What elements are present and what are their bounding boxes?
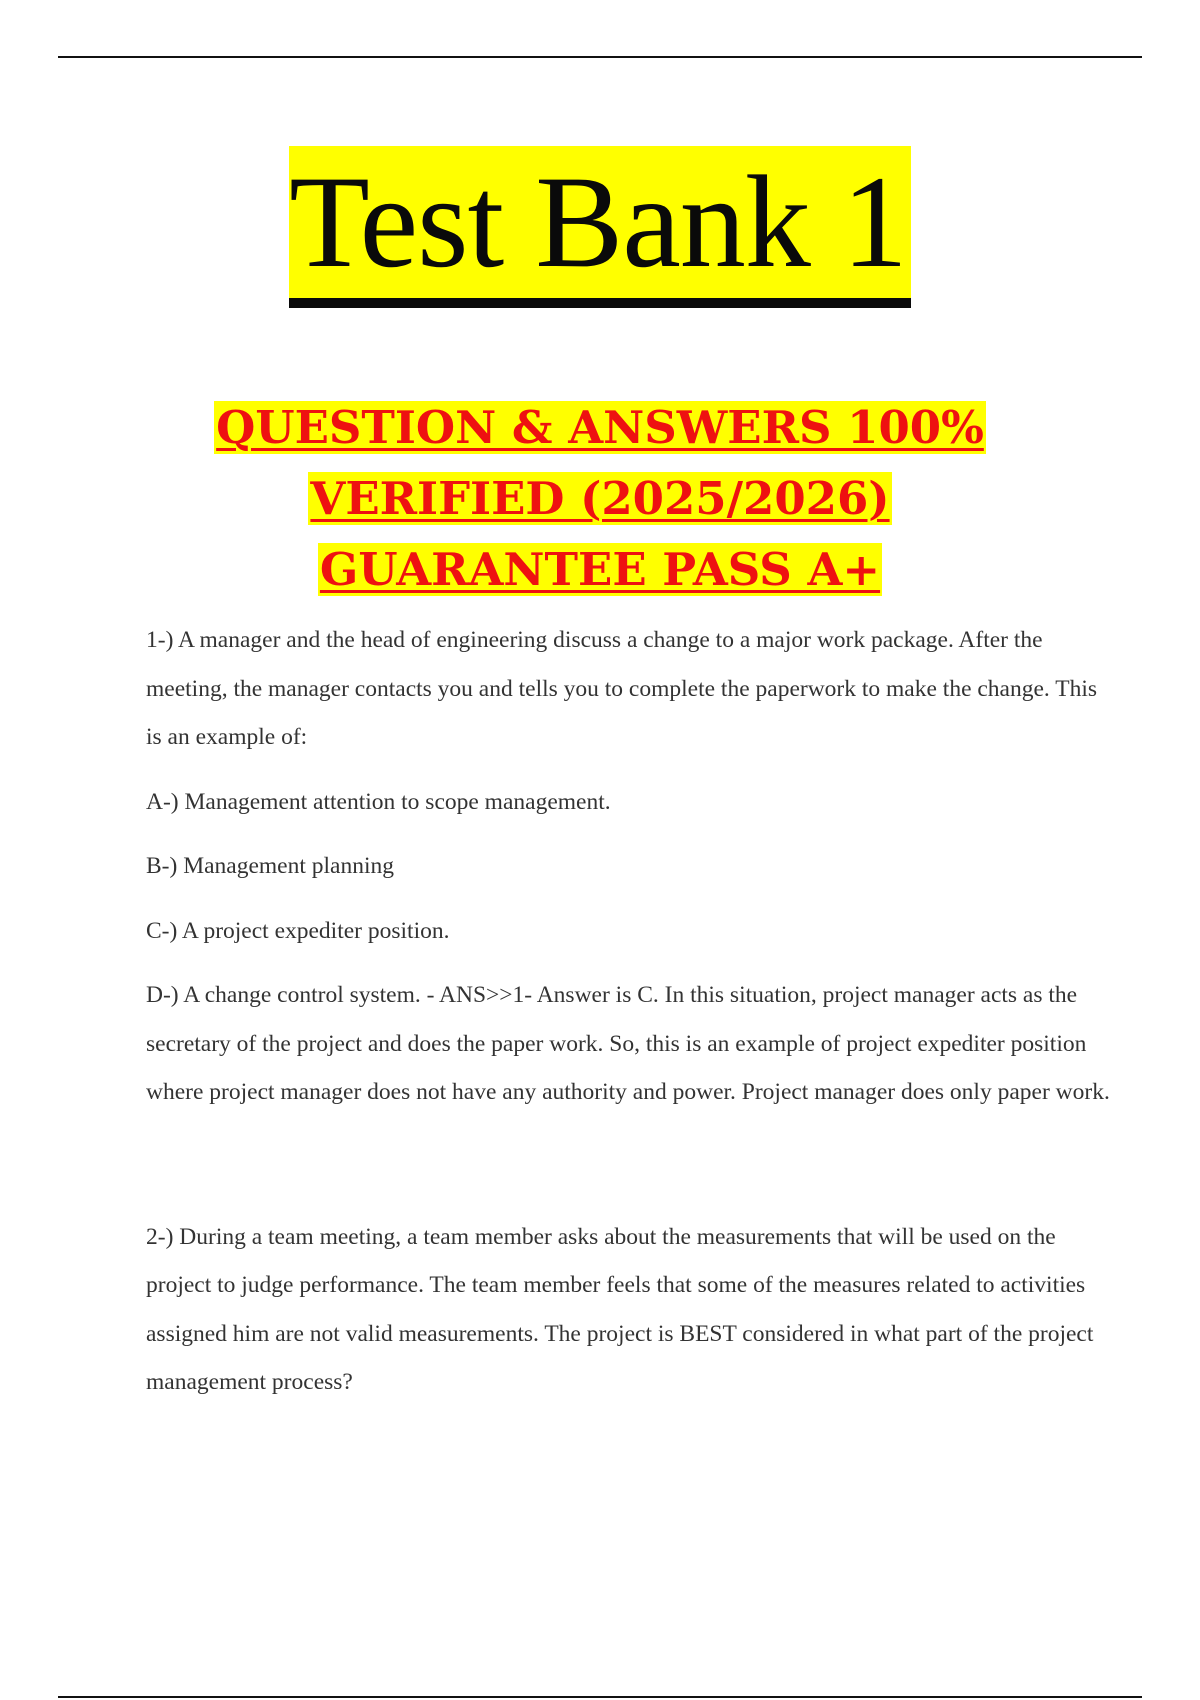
subtitle-line: GUARANTEE PASS A+ [319, 543, 881, 596]
title-block [0, 146, 1200, 308]
subtitle-line: QUESTION & ANSWERS 100% [216, 401, 984, 454]
question-content [146, 616, 1116, 1423]
subtitle-line: VERIFIED (2025/2026) [310, 472, 890, 525]
question-text: 2-) During a team meeting, a team member asks about the measurements that will be used on the project to judge performance. The team member feels that some of the measures related to activities assigned him are not valid measurements. The project is BEST considered in what part of the project management process? [146, 1223, 1094, 1395]
answer-option: C-) A project expediter position. [146, 917, 450, 944]
document-title: Test Bank 1 [289, 146, 911, 308]
top-rule [58, 56, 1142, 58]
answer-option: B-) Management planning [146, 853, 394, 879]
bottom-rule [58, 1696, 1142, 1698]
answer-option: A-) Management attention to scope management. [146, 788, 611, 815]
answer-option-with-explanation: D-) A change control system. - ANS>>1- Answer is C. In this situation, project manager acts as the secretary of the project and does the paper work. So, this is an example of project expediter position where project manager does not have any authority and power. Project manager does only paper work. [146, 982, 1110, 1105]
question-text: 1-) A manager and the head of engineering discuss a change to a major work package. After the meeting, the manager contacts you and tells you to complete the paperwork to make the change. This is an example of: [146, 627, 1098, 750]
subtitle-block [0, 392, 1200, 605]
